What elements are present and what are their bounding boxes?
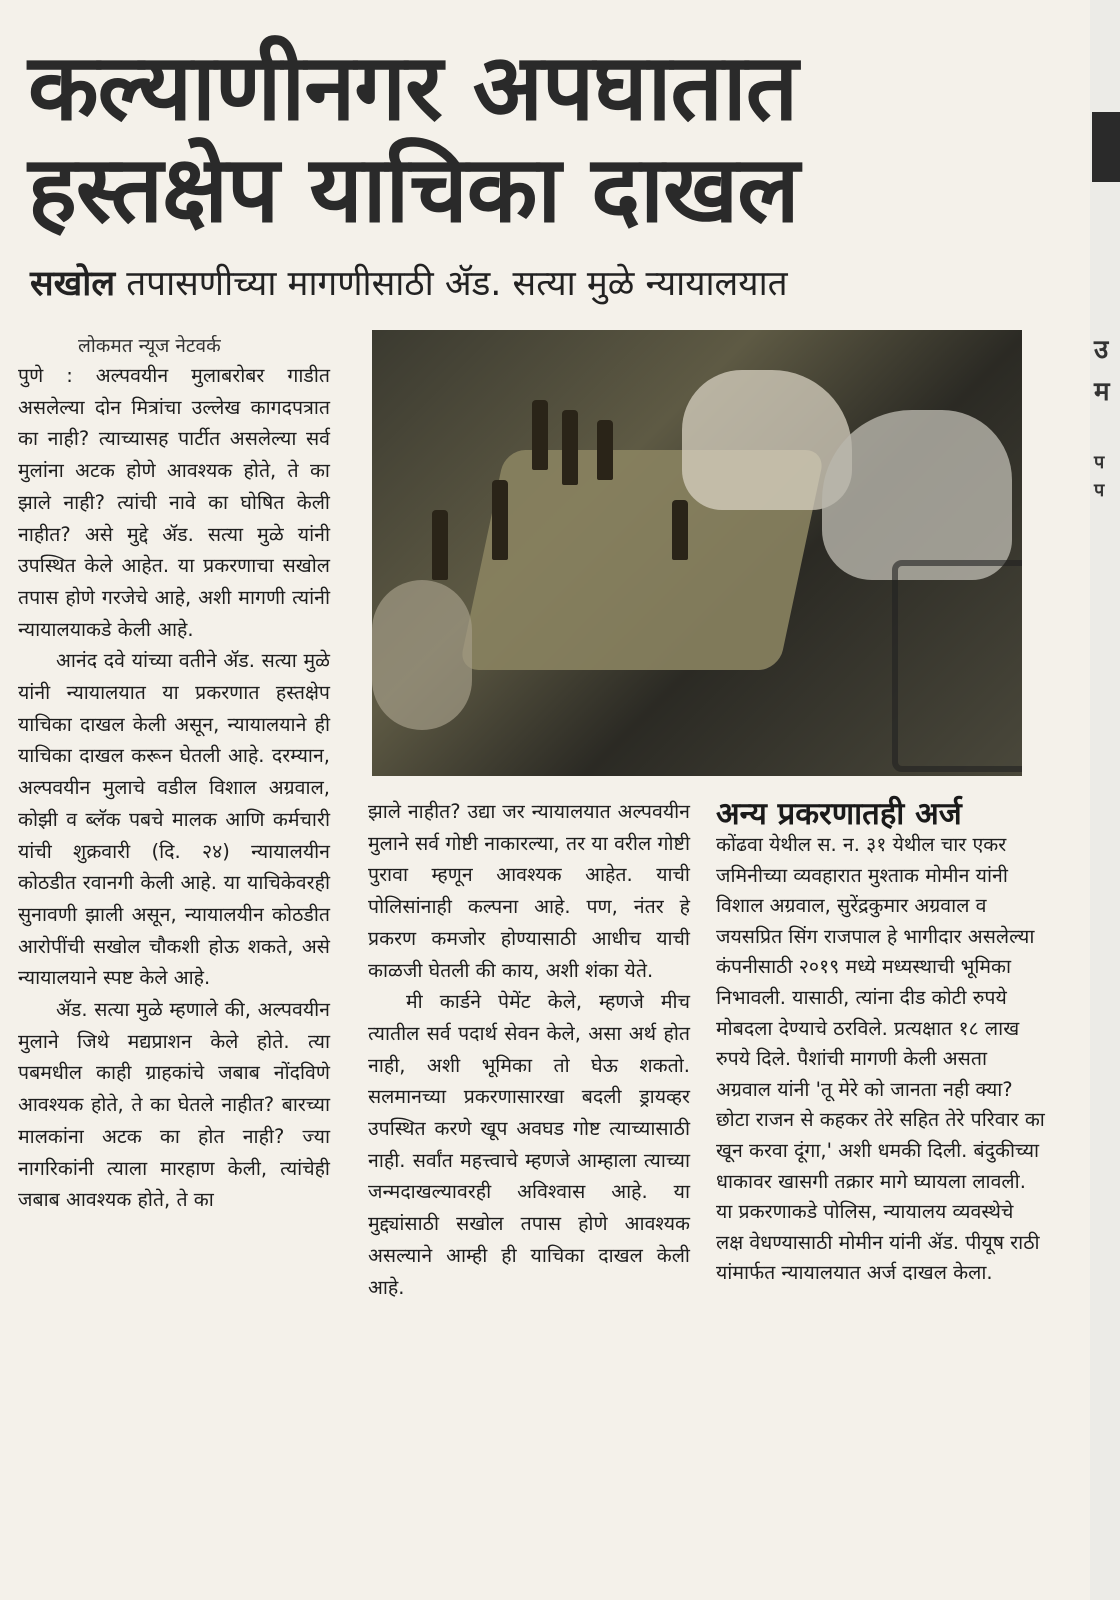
paragraph: मी कार्डने पेमेंट केले, म्हणजे मीच त्यातील सर्व पदार्थ सेवन केले, असा अर्थ होत नाही, अशी भूमिका तो घेऊ शकतो. सलमानच्या प्रकरणासारखा बदली ड्रायव्हर उपस्थित करणे खूप अवघड गोष्ट त्याच्यासाठी नाही. सर्वांत महत्त्वाचे म्हणजे आम्हाला त्याच्या जन्मदाखल्यावरही अविश्वास आहे. या मुद्द्यांसाठी सखोल तपास होणे आवश्यक असल्याने आम्ही ही याचिका दाखल केली आहे. (368, 990, 690, 1299)
adjacent-text: प (1094, 452, 1105, 473)
photo-person (372, 580, 472, 730)
adjacent-text: प (1094, 480, 1105, 501)
photo-bottle (492, 480, 508, 560)
byline: लोकमत न्यूज नेटवर्क (78, 335, 221, 357)
article-column-1 (18, 360, 330, 1216)
sidebar-title: अन्य प्रकरणातही अर्ज (716, 796, 962, 832)
photo-person (822, 410, 1012, 580)
photo-bottle (432, 510, 448, 580)
paragraph: पुणे : अल्पवयीन मुलाबरोबर गाडीत असलेल्या दोन मित्रांचा उल्लेख कागदपत्रात का नाही? त्याच्यासह पार्टीत असलेल्या सर्व मुलांना अटक होणे आवश्यक होते, ते का झाले नाही? त्यांची नावे का घोषित केली नाहीत? असे मुद्दे ॲड. सत्या मुळे यांनी उपस्थित केले आहेत. या प्रकरणाचा सखोल तपास होणे गरजेचे आहे, अशी मागणी त्यांनी न्यायालयाकडे केली आहे. (18, 364, 330, 641)
photo-bottle (562, 410, 578, 485)
photo-bottle (532, 400, 548, 470)
photo-chair (892, 560, 1022, 772)
subheading-rest: तपासणीच्या मागणीसाठी ॲड. सत्या मुळे न्यायालयात (126, 264, 788, 304)
adjacent-page-edge (1090, 0, 1120, 1600)
subheading-bold: सखोल (30, 264, 116, 304)
photo-bottle (672, 500, 688, 560)
adjacent-text: उ (1094, 335, 1109, 365)
sidebar-body: कोंढवा येथील स. न. ३१ येथील चार एकर जमिनीच्या व्यवहारात मुश्ताक मोमीन यांनी विशाल अग्रवाल, सुरेंद्रकुमार अग्रवाल व जयसप्रित सिंग राजपाल हे भागीदार असलेल्या कंपनीसाठी २०१९ मध्ये मध्यस्थाची भूमिका निभावली. यासाठी, त्यांना दीड कोटी रुपये मोबदला देण्याचे ठरविले. प्रत्यक्षात १८ लाख रुपये दिले. पैशांची मागणी केली असता अग्रवाल यांनी 'तू मेरे को जानता नही क्या? छोटा राजन से कहकर तेरे सहित तेरे परिवार का खून करवा दूंगा,' अशी धमकी दिली. बंदुकीच्या धाकावर खासगी तक्रार मागे घ्यायला लावली. या प्रकरणाकडे पोलिस, न्यायालय व्यवस्थेचे लक्ष वेधण्यासाठी मोमीन यांनी ॲड. पीयूष राठी यांमार्फत न्यायालयात अर्ज दाखल केला. (716, 833, 1045, 1285)
headline-line-2: हस्तक्षेप याचिका दाखल (28, 136, 799, 243)
adjacent-page-block (1092, 112, 1120, 182)
paragraph: आनंद दवे यांच्या वतीने ॲड. सत्या मुळे यांनी न्यायालयात या प्रकरणात हस्तक्षेप याचिका दाखल केली असून, न्यायालयाने ही याचिका दाखल करून घेतली आहे. दरम्यान, अल्पवयीन मुलाचे वडील विशाल अग्रवाल, कोझी व ब्लॅक पबचे मालक आणि कर्मचारी यांची शुक्रवारी (दि. २४) न्यायालयीन कोठडीत रवानगी केली आहे. या याचिकेवरही सुनावणी झाली असून, न्यायालयीन कोठडीत आरोपींची सखोल चौकशी होऊ शकते, असे न्यायालयाने स्पष्ट केले आहे. (18, 649, 330, 990)
adjacent-text: म (1094, 377, 1110, 407)
paragraph: ॲड. सत्या मुळे म्हणाले की, अल्पवयीन मुलाने जिथे मद्यप्राशन केले होते. त्या पबमधील काही ग्राहकांचे जबाब नोंदविणे आवश्यक होते, ते का घेतले नाहीत? बारच्या मालकांना अटक का होत नाही? ज्या नागरिकांनी त्याला मारहाण केली, त्यांचेही जबाब आवश्यक होते, ते का (18, 998, 330, 1212)
news-photo (372, 330, 1022, 776)
paragraph: झाले नाहीत? उद्या जर न्यायालयात अल्पवयीन मुलाने सर्व गोष्टी नाकारल्या, तर या वरील गोष्टी पुरावा म्हणून आवश्यक आहेत. याची पोलिसांनाही कल्पना आहे. पण, नंतर हे प्रकरण कमजोर होण्यासाठी आधीच याची काळजी घेतली की काय, अशी शंका येते. (368, 800, 690, 982)
photo-bottle (597, 420, 613, 480)
headline-line-1: कल्याणीनगर अपघातात (28, 34, 798, 141)
subheading (30, 262, 1050, 306)
article-column-2 (368, 796, 690, 1303)
